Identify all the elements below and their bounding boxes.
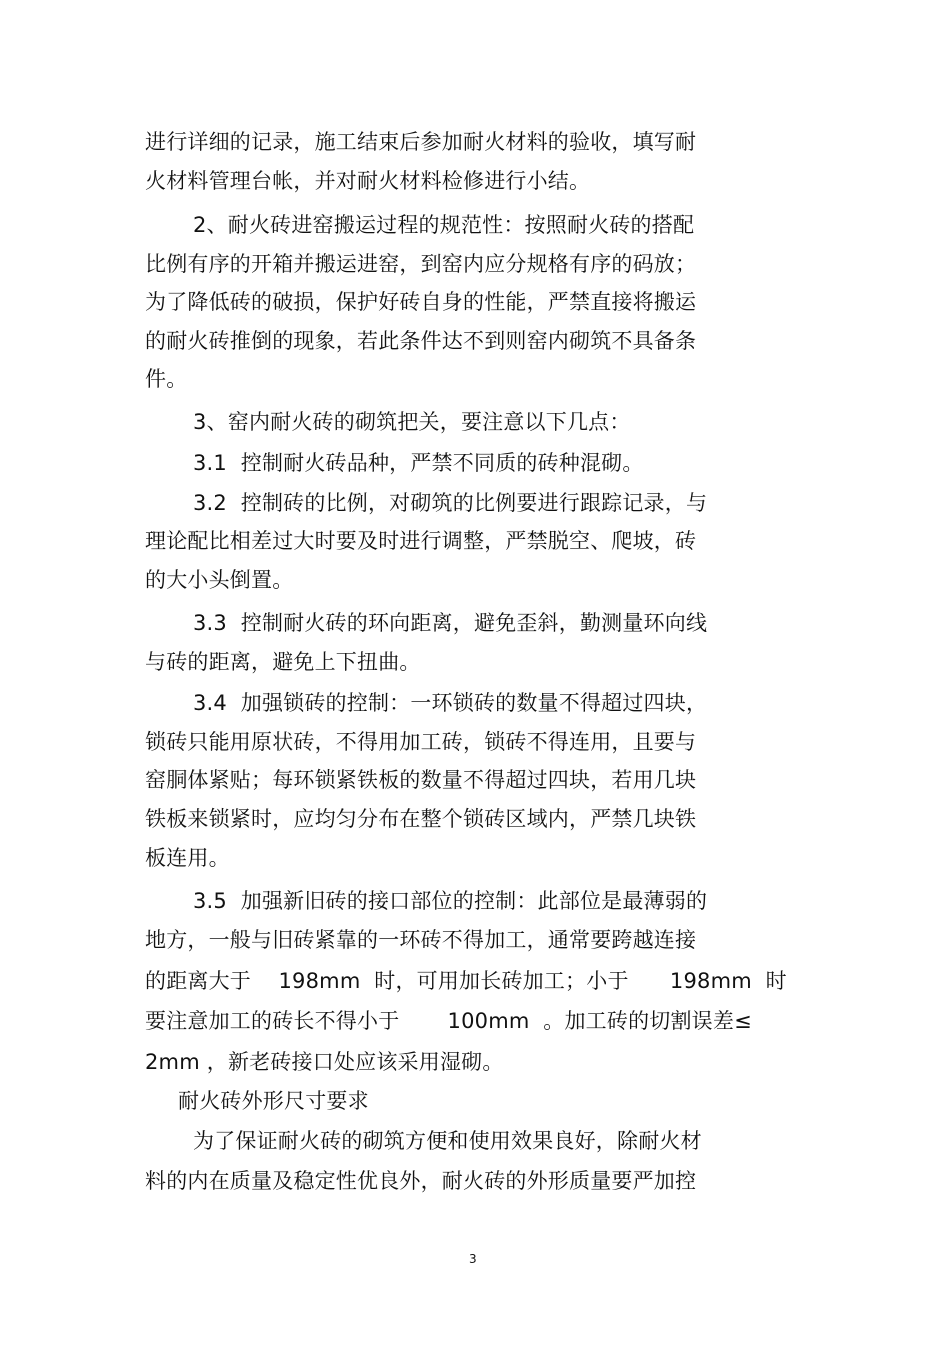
text-line: 窑胴体紧贴；每环锁紧铁板的数量不得超过四块，若用几块 — [145, 768, 697, 792]
text-line: 的大小头倒置。 — [145, 568, 294, 592]
text-line: 的距离大于 198mm 时，可用加长砖加工；小于 198mm 时 — [145, 969, 787, 993]
text-line: 锁砖只能用原状砖，不得用加工砖，锁砖不得连用，且要与 — [145, 730, 697, 754]
text-line: 3.3 控制耐火砖的环向距离，避免歪斜，勤测量环向线 — [193, 611, 708, 635]
section-heading: 耐火砖外形尺寸要求 — [178, 1089, 369, 1113]
text-line: 3.5 加强新旧砖的接口部位的控制：此部位是最薄弱的 — [193, 889, 708, 913]
text-line: 理论配比相差过大时要及时进行调整，严禁脱空、爬坡，砖 — [145, 529, 697, 553]
text-line: 3、窑内耐火砖的砌筑把关，要注意以下几点： — [193, 410, 631, 434]
text-line: 与砖的距离，避免上下扭曲。 — [145, 650, 421, 674]
text-line: 地方，一般与旧砖紧靠的一环砖不得加工，通常要跨越连接 — [145, 928, 697, 952]
text-line: 3.2 控制砖的比例，对砌筑的比例要进行跟踪记录，与 — [193, 491, 708, 515]
text-line: 铁板来锁紧时，应均匀分布在整个锁砖区域内，严禁几块铁 — [145, 807, 697, 831]
text-line: 2、耐火砖进窑搬运过程的规范性：按照耐火砖的搭配 — [193, 213, 695, 237]
text-line: 为了保证耐火砖的砌筑方便和使用效果良好，除耐火材 — [193, 1129, 702, 1153]
text-line: 料的内在质量及稳定性优良外，耐火砖的外形质量要严加控 — [145, 1169, 697, 1193]
text-line: 比例有序的开箱并搬运进窑，到窑内应分规格有序的码放； — [145, 252, 697, 276]
text-line: 火材料管理台帐，并对耐火材料检修进行小结。 — [145, 169, 591, 193]
text-line: 3.1 控制耐火砖品种，严禁不同质的砖种混砌。 — [193, 451, 644, 475]
page-number: 3 — [469, 1252, 477, 1266]
text-line: 板连用。 — [145, 846, 230, 870]
text-line: 件。 — [145, 367, 188, 391]
text-line: 进行详细的记录，施工结束后参加耐火材料的验收，填写耐 — [145, 130, 697, 154]
text-line: 3.4 加强锁砖的控制：一环锁砖的数量不得超过四块， — [193, 691, 708, 715]
text-line: 的耐火砖推倒的现象，若此条件达不到则窑内砌筑不具备条 — [145, 329, 697, 353]
text-line: 要注意加工的砖长不得小于 100mm 。加工砖的切割误差≤ — [145, 1009, 752, 1033]
text-line: 2mm ，新老砖接口处应该采用湿砌。 — [145, 1050, 504, 1074]
text-line: 为了降低砖的破损，保护好砖自身的性能，严禁直接将搬运 — [145, 290, 697, 314]
